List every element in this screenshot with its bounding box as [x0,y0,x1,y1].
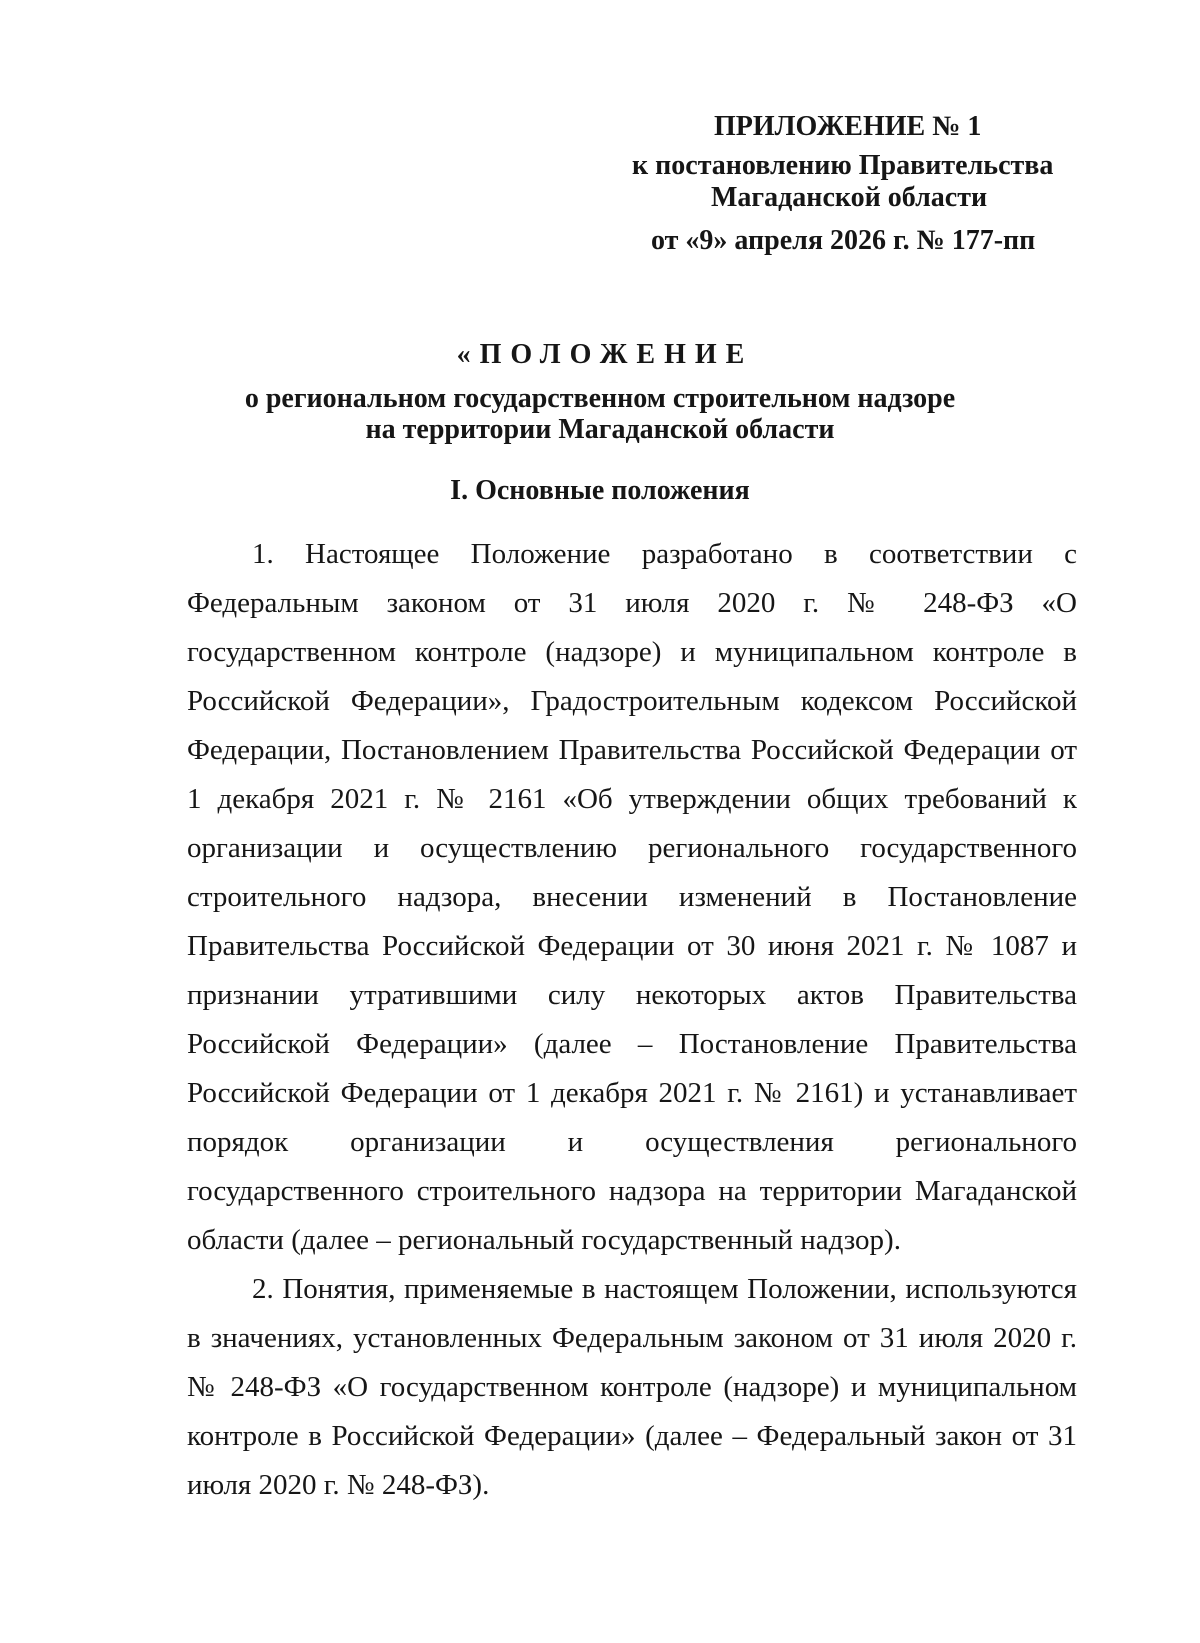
document-subtitle-line-1: о региональном государственном строительном надзоре [244,383,956,414]
paragraph-1: 1. Настоящее Положение разработано в соответствии с Федеральным законом от 31 июля 2020 г. № 248-ФЗ «О государственном контроле (надзоре) и муниципальном контроле в Российской Федерации», Градостроительным кодексом Российской Федерации, Постановлением Правительства Российской Федерации от 1 декабря 2021 г. № 2161 «Об утверждении общих требований к организации и осуществлению регионального государственного строительного надзора, внесении изменений в Постановление Правительства Российской Федерации от 30 июня 2021 г. № 1087 и признании утратившими силу некоторых актов Правительства Российской Федерации» (далее – Постановление Правительства Российской Федерации от 1 декабря 2021 г. № 2161) и устанавливает порядок организации и осуществления регионального государственного строительного надзора на территории Магаданской области (далее – региональный государственный надзор). [187,538,1077,1256]
document-heading: «ПОЛОЖЕНИЕ [456,339,754,370]
appendix-number: ПРИЛОЖЕНИЕ № 1 [714,111,982,142]
document-subtitle-line-2: на территории Магаданской области [365,414,835,445]
paragraph-2: 2. Понятия, применяемые в настоящем Положении, используются в значениях, установленных Федеральным законом от 31 июля 2020 г. № 248-ФЗ «О государственном контроле (надзоре) и муниципальном контроле в Российской Федерации» (далее – Федеральный закон от 31 июля 2020 г. № 248-ФЗ). [187,1273,1077,1501]
appendix-region: Магаданской области [711,182,988,213]
appendix-date-number: от «9» апреля 2026 г. № 177-пп [651,225,1036,256]
appendix-reference: к постановлению Правительства [632,150,1054,181]
section-heading: I. Основные положения [450,475,750,506]
document-body [187,530,1077,1510]
